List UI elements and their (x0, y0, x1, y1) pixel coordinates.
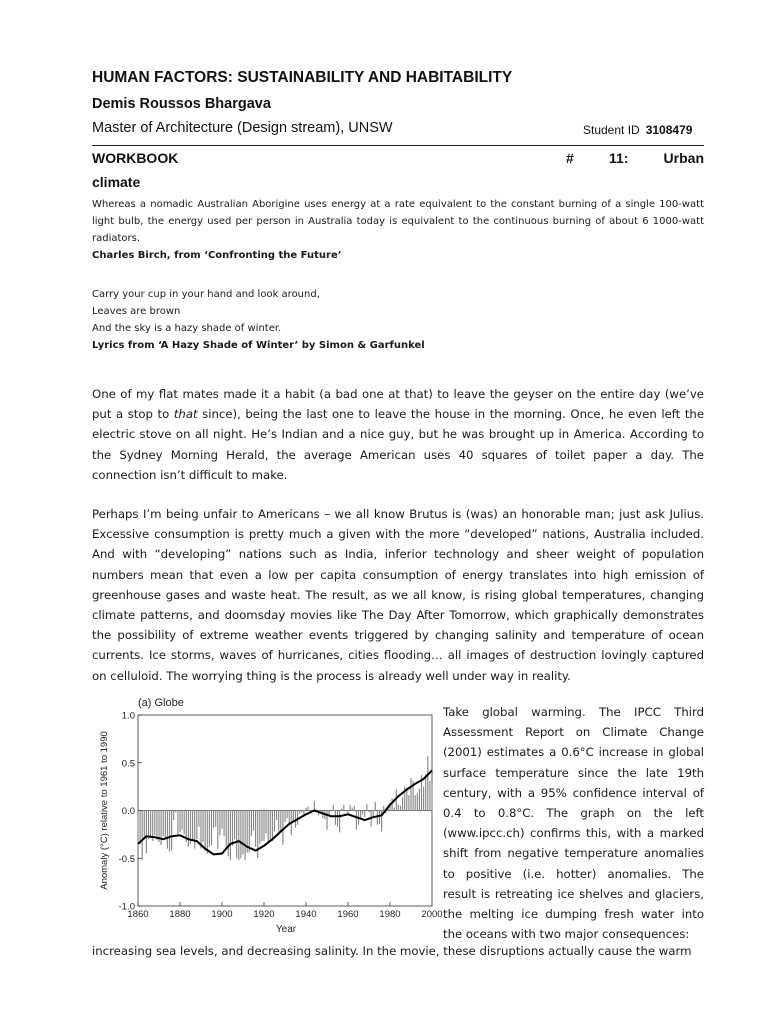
workbook-topic-urban: Urban (663, 150, 704, 166)
anomaly-bar (408, 795, 409, 810)
anomaly-bar (423, 787, 424, 811)
anomaly-bar (301, 811, 302, 813)
anomaly-bar (352, 808, 353, 811)
anomaly-bar (226, 811, 227, 849)
x-tick-label: 1960 (337, 909, 359, 920)
anomaly-bar (410, 778, 411, 810)
lyric-line: And the sky is a hazy shade of winter. (92, 323, 282, 334)
paragraph-1 (92, 384, 704, 485)
x-tick-label: 1880 (169, 909, 191, 920)
global-temperature-chart (90, 688, 443, 936)
paragraph-4: increasing sea levels, and decreasing salinity. In the movie, these disruptions actually cause the warm (92, 944, 692, 958)
anomaly-bar (400, 806, 401, 811)
anomaly-bar (305, 808, 306, 811)
anomaly-bar (427, 756, 428, 810)
anomaly-bar (326, 811, 327, 830)
anomaly-bar (221, 811, 222, 829)
anomaly-bar (146, 811, 147, 854)
y-axis-label: Anomaly (°C) relative to 1961 to 1990 (99, 731, 110, 890)
paragraph-3: Take global warming. The IPCC Third Assessment Report on Climate Change (2001) estimates a 0.6°C increase in global surface temperature since the late 19th century, with a 95% confidence interval of 0.4 to 0.8°C. The graph on the left (www.ipcc.ch) confirms this, with a marked shift from negative temperature anomalies to positive (i.e. hotter) anomalies. The result is retreating ice shelves and glaciers, the melting ice dumping fresh water into the oceans with two major consequences: (443, 705, 704, 942)
anomaly-bar (425, 774, 426, 810)
anomaly-bar (383, 806, 384, 811)
anomaly-bar (167, 811, 168, 849)
anomaly-bar (234, 811, 235, 840)
anomaly-bar (335, 811, 336, 825)
anomaly-bar (144, 811, 145, 840)
anomaly-bar (331, 811, 332, 812)
anomaly-bar (184, 811, 185, 835)
anomaly-bar (345, 811, 346, 812)
paragraph-1-text: One of my flat mates made it a habit (a bad one at that) to leave the geyser on the entire day (we’ve put a stop to (92, 387, 704, 422)
anomaly-bar (276, 811, 277, 821)
anomaly-bar (360, 811, 361, 819)
chart-title: (a) Globe (138, 697, 184, 709)
quote-text: Whereas a nomadic Australian Aborigine uses energy at a rate equivalent to the constant burning of a single 100-watt light bulb, the energy used per person in Australia today is equivalent to the continuous burning of about 6 1000-watt radiators. (92, 199, 704, 244)
workbook-number: 11: (608, 150, 629, 166)
anomaly-bar (194, 811, 195, 849)
anomaly-bar (364, 811, 365, 818)
epigraph-quote (92, 196, 704, 264)
lyrics-block (92, 286, 704, 354)
anomaly-bar (253, 811, 254, 831)
x-tick-label: 1920 (253, 909, 275, 920)
lyrics-citation: Lyrics from ‘A Hazy Shade of Winter’ by Simon & Garfunkel (92, 340, 425, 351)
x-tick-label: 1900 (211, 909, 233, 920)
anomaly-bar (308, 807, 309, 811)
anomaly-bar (240, 811, 241, 859)
anomaly-bar (266, 811, 267, 834)
anomaly-bar (257, 811, 258, 859)
workbook-hash: # (566, 150, 574, 166)
lyric-line: Leaves are brown (92, 306, 181, 317)
lyric-line: Carry your cup in your hand and look around, (92, 289, 320, 300)
anomaly-bar (169, 811, 170, 852)
anomaly-bar (356, 811, 357, 830)
paragraph-1-text: since), being the last one to leave the house in the morning. Once, he even left the electric stove on all night. He’s Indian and a nice guy, but he was brought up in America. According to the Sydney Morning Herald, the average American uses 40 squares of toilet paper a day. The connection isn’t difficult to make. (92, 407, 705, 482)
anomaly-bar (314, 801, 315, 811)
chart-root (99, 697, 443, 935)
anomaly-bar (415, 795, 416, 810)
anomaly-bar (217, 811, 218, 849)
anomaly-bar (150, 811, 151, 838)
anomaly-bar (284, 811, 285, 822)
student-id-value: 3108479 (645, 123, 693, 137)
anomaly-bar (137, 811, 138, 847)
x-tick-label: 1860 (127, 909, 149, 920)
anomaly-bar (270, 811, 271, 840)
workbook-label: WORKBOOK (92, 150, 179, 166)
anomaly-bar (272, 811, 273, 842)
anomaly-bar (175, 811, 176, 813)
anomaly-bar (228, 811, 229, 857)
quote-citation: Charles Birch, from ‘Confronting the Future’ (92, 250, 342, 261)
anomaly-bar (341, 809, 342, 811)
anomaly-bar (368, 811, 369, 813)
document-title: HUMAN FACTORS: SUSTAINABILITY AND HABITABILITY (92, 69, 513, 86)
anomaly-bar (179, 811, 180, 833)
paragraph-1-emphasis: that (173, 407, 198, 422)
anomaly-bar (236, 811, 237, 859)
anomaly-bar (177, 811, 178, 835)
anomaly-bar (251, 811, 252, 837)
anomaly-bar (333, 805, 334, 811)
anomaly-bar (200, 811, 201, 849)
anomaly-bar (310, 811, 311, 812)
anomaly-bar (205, 811, 206, 851)
anomaly-bar (303, 811, 304, 815)
anomaly-bar (165, 811, 166, 840)
anomaly-bar (339, 811, 340, 833)
anomaly-bar (377, 811, 378, 825)
anomaly-bar (375, 802, 376, 811)
anomaly-bar (297, 811, 298, 825)
anomaly-bar (203, 811, 204, 843)
anomaly-bar (431, 784, 432, 811)
anomaly-bar (163, 811, 164, 837)
anomaly-bar (213, 811, 214, 828)
anomaly-bar (238, 811, 239, 861)
anomaly-bar (289, 811, 290, 823)
x-axis-label: Year (275, 924, 297, 935)
anomaly-bar (350, 805, 351, 811)
anomaly-bar (211, 811, 212, 845)
anomaly-bar (207, 811, 208, 854)
anomaly-bar (182, 811, 183, 830)
anomaly-bar (354, 806, 355, 811)
workbook-topic-climate: climate (92, 174, 141, 190)
anomaly-bar (215, 811, 216, 827)
anomaly-bar (287, 811, 288, 819)
paragraph-2: Perhaps I’m being unfair to Americans – we all know Brutus is (was) an honorable man; just ask Julius. Excessive consumption is pretty much a given with the more “developed” nations, Australia included. And with “developing” nations such as India, inferior technology and sheer weight of population numbers mean that even a low per capita consumption of energy translates into high emission of greenhouse gases and waste heat. The result, as we all know, is rising global temperatures, changing climate patterns, and doomsday movies like The Day After Tomorrow, which graphically demonstrates the possibility of extreme weather events triggered by changing salinity and temperature of ocean currents. Ice storms, waves of hurricanes, cities flooding… all images of destruction lovingly captured on celluloid. The worrying thing is the process is already well under way in reality. (92, 507, 704, 683)
header-rule (92, 145, 704, 146)
student-id-label: Student ID (583, 123, 640, 137)
anomaly-bar (173, 811, 174, 821)
anomaly-bar (142, 811, 143, 861)
y-tick-label: 1.0 (121, 710, 135, 722)
anomaly-bar (171, 811, 172, 851)
anomaly-bar (268, 811, 269, 843)
anomaly-bar (394, 808, 395, 811)
x-tick-label: 1980 (379, 909, 401, 920)
anomaly-bar (274, 811, 275, 832)
author-name: Demis Roussos Bhargava (92, 96, 271, 112)
anomaly-bar (242, 811, 243, 855)
degree-program: Master of Architecture (Design stream), UNSW (92, 120, 393, 136)
anomaly-bar (232, 811, 233, 846)
anomaly-bar (198, 811, 199, 827)
anomaly-bar (280, 811, 281, 831)
anomaly-bar (224, 811, 225, 837)
anomaly-bar (337, 811, 338, 827)
x-tick-label: 1940 (295, 909, 317, 920)
anomaly-bar (245, 811, 246, 861)
anomaly-bar (347, 811, 348, 814)
workbook-heading-right (566, 150, 704, 166)
anomaly-bar (419, 789, 420, 811)
anomaly-bar (261, 811, 262, 842)
student-id (583, 123, 692, 137)
anomaly-bar (362, 811, 363, 815)
y-tick-label: -1.0 (118, 901, 135, 913)
anomaly-bar (263, 811, 264, 842)
anomaly-bar (148, 811, 149, 840)
anomaly-bar (140, 811, 141, 844)
anomaly-bar (259, 811, 260, 844)
x-tick-label: 2000 (421, 909, 443, 920)
anomaly-bar (417, 793, 418, 810)
anomaly-bar (366, 804, 367, 811)
anomaly-bar (154, 811, 155, 836)
anomaly-bar (192, 811, 193, 842)
anomaly-bar (429, 781, 430, 811)
anomaly-bar (379, 811, 380, 824)
anomaly-bar (219, 811, 220, 836)
y-tick-label: -0.5 (118, 853, 135, 865)
y-tick-label: 0.5 (121, 758, 135, 770)
anomaly-bar (249, 811, 250, 853)
anomaly-bar (282, 811, 283, 845)
anomaly-bar (343, 805, 344, 811)
anomaly-bar (402, 797, 403, 810)
anomaly-bar (209, 811, 210, 847)
anomaly-bar (255, 811, 256, 847)
anomaly-bar (299, 811, 300, 814)
anomaly-bar (230, 811, 231, 861)
anomaly-bar (373, 811, 374, 817)
anomaly-bar (398, 805, 399, 811)
anomaly-bar (278, 811, 279, 832)
y-tick-label: 0.0 (121, 806, 135, 817)
anomaly-bar (196, 811, 197, 840)
anomaly-bar (188, 811, 189, 847)
anomaly-bar (156, 811, 157, 841)
